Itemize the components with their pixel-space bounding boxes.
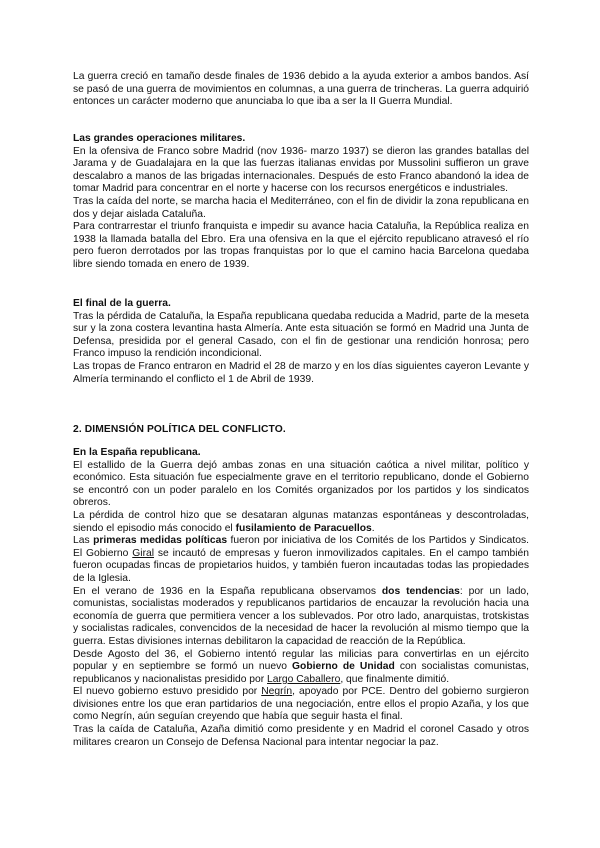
text-span: El nuevo gobierno estuvo presidido por: [73, 686, 262, 698]
republican-heading: En la España republicana.: [73, 447, 201, 458]
text-span: , que finalmente dimitió.: [340, 673, 450, 685]
text-span: Desde Agosto del 36, el Gobierno intentó regular las milicias para convertirlas en un ejército popular y en septiembre se formó un nuevo: [73, 648, 529, 673]
operations-heading: Las grandes operaciones militares.: [73, 133, 246, 144]
text-span: : por un lado, comunistas, socialistas moderados y republicanos partidarios de encauzar la revolución hacia una economía de guerra que permitiera vencer a los sublevados. Por otro lado, anarquistas, trotskistas y socialistas radicales, convencidos de la necesidad de hacer la revolución al mismo tiempo que la guerra. Estas divisiones internas debilitaron la capacidad de reacción de la República.: [73, 585, 530, 647]
end-of-war-section: [73, 298, 529, 386]
two-tendencies-term: dos tendencias: [381, 585, 460, 597]
republican-paragraph-1: El estallido de la Guerra dejó ambas zonas en una situación caótica a nivel militar, político y económico. Esta situación fue especialmente grave en el territorio republicano, donde el Gobierno se encontró con un poder paralelo en los Comités organizados por los partidos y los sindicatos obreros.: [73, 459, 529, 509]
text-span: se incautó de empresas y fueron inmovilizados capitales. En el campo también fueron ocupadas fincas de propietarios huidos, y también fueron incautadas todas las propiedades de la Iglesia.: [73, 547, 529, 584]
section-2-title: 2. DIMENSIÓN POLÍTICA DEL CONFLICTO.: [73, 424, 286, 435]
end-of-war-paragraph-2: Las tropas de Franco entraron en Madrid el 28 de marzo y en los días siguientes cayeron Levante y Almería terminando el conflicto el 1 de Abril de 1939.: [73, 360, 529, 385]
text-span: Las: [73, 535, 94, 547]
negrin-name: Negrín: [261, 686, 293, 698]
republican-section: [73, 447, 529, 749]
text-span: La pérdida de control hizo que se desataran algunas matanzas espontáneas y descontroladas, siendo el episodio más conocido el: [73, 509, 529, 534]
republican-paragraph-5: [73, 649, 529, 687]
republican-paragraph-7: Tras la caída de Cataluña, Azaña dimitió como presidente y en Madrid el coronel Casado y otros militares crearon un Consejo de Defensa Nacional para intentar negociar la paz.: [73, 724, 529, 748]
section-2: [73, 424, 529, 437]
paracuellos-term: fusilamiento de Paracuellos: [235, 522, 372, 534]
operations-paragraph-2: Tras la caída del norte, se marcha hacia el Mediterráneo, con el fin de dividir la zona republicana en dos y dejar aislada Cataluña.: [73, 195, 529, 220]
first-measures-term: primeras medidas políticas: [93, 535, 228, 547]
republican-paragraph-2: [73, 510, 529, 535]
text-span: , apoyado por PCE. Dentro del gobierno surgieron divisiones entre los que eran partidarios de una negociación, entre ellos el propio Azaña, y los que como Negrín, aún seguían creyendo que había que seguir hasta el final.: [73, 686, 529, 723]
operations-paragraph-3: Para contrarrestar el triunfo franquista e impedir su avance hacia Cataluña, la República realiza en 1938 la llamada batalla del Ebro. Era una ofensiva en la que el ejército republicano atravesó el río pero fueron derrotados por las tropas franquistas por lo que el camino hacia Barcelona quedaba libre siendo tomada en enero de 1939.: [73, 221, 529, 270]
text-span: fueron por iniciativa de los Comités de los Partidos y Sindicatos. El Gobierno: [73, 535, 530, 559]
end-of-war-heading: El final de la guerra.: [73, 298, 171, 309]
operations-paragraph-1: En la ofensiva de Franco sobre Madrid (nov 1936- marzo 1937) se dieron las grandes batallas del Jarama y de Guadalajara en la que las fuerzas italianas envidas por Mussolini suffieron un grave descalabro a manos de las brigadas internacionales. Después de esto Franco abandonó la idea de tomar Madrid para concentrar en el norte y hacerse con los recursos energéticos e industriales.: [73, 145, 529, 195]
text-span: con socialistas comunistas, republicanos y nacionalistas presidido por: [73, 661, 529, 685]
end-of-war-paragraph-1: Tras la pérdida de Cataluña, la España republicana quedaba reducida a Madrid, parte de la meseta sur y la zona costera levantina hasta Almería. Ante esta situación se formó en Madrid una Junta de Defensa, presidida por el general Casado, con el fin de gestionar una rendición honrosa; pero Franco impuso la rendición incondicional.: [73, 310, 529, 360]
republican-paragraph-3: [73, 535, 529, 585]
unity-government-term: Gobierno de Unidad: [292, 661, 395, 673]
largo-caballero-name: Largo Caballero: [267, 673, 341, 685]
republican-paragraph-4: [73, 586, 529, 649]
republican-paragraph-6: [73, 686, 529, 724]
intro-paragraph: La guerra creció en tamaño desde finales de 1936 debido a la ayuda exterior a ambos bandos. Así se pasó de una guerra de movimientos en columnas, a una guerra de trincheras. La guerra adquirió entonces un carácter moderno que anunciaba lo que iba a ser la II Guerra Mundial.: [73, 71, 529, 108]
giral-name: Giral: [132, 547, 155, 559]
operations-section: [73, 133, 529, 272]
intro-section: [73, 71, 529, 109]
text-span: En el verano de 1936 en la España republicana observamos: [73, 585, 382, 597]
text-span: .: [371, 522, 375, 534]
